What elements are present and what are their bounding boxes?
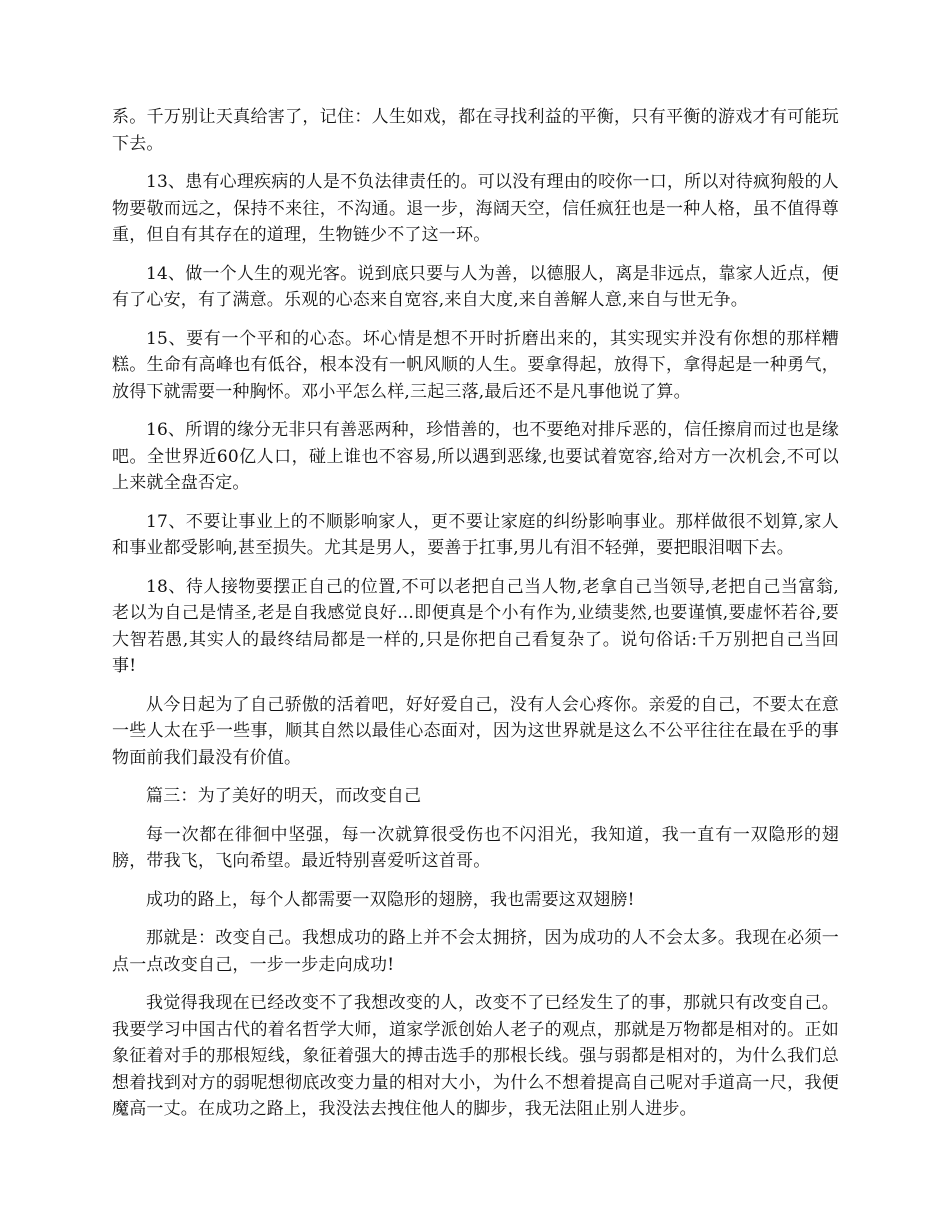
paragraph-conclusion: 从今日起为了自己骄傲的活着吧，好好爱自己，没有人会心疼你。亲爱的自己，不要太在意一些人太在乎一些事，顺其自然以最佳心态面对，因为这世界就是这么不公平往往在最在乎的事物面前我们最没有价值。 bbox=[112, 694, 839, 768]
paragraph-success-path: 成功的路上，每个人都需要一双隐形的翅膀，我也需要这双翅膀! bbox=[146, 889, 635, 910]
paragraph-item-18: 18、待人接物要摆正自己的位置,不可以老把自己当人物,老拿自己当领导,老把自己当富翁,老以为自己是情圣,老是自我感觉良好...即便真是个小有作为,业绩斐然,也要谨慎,要虚怀若谷,要大智若愚,其实人的最终结局都是一样的,只是你把自己看复杂了。说句俗话:千万别把自己当回事! bbox=[112, 576, 839, 676]
paragraph-item-15: 15、要有一个平和的心态。坏心情是想不开时折磨出来的，其实现实并没有你想的那样糟糕。生命有高峰也有低谷，根本没有一帆风顺的人生。要拿得起，放得下，拿得起是一种勇气，放得下就需要一种胸怀。邓小平怎么样,三起三落,最后还不是凡事他说了算。 bbox=[112, 328, 839, 402]
paragraph-continuation: 系。千万别让天真给害了，记住：人生如戏，都在寻找利益的平衡，只有平衡的游戏才有可能玩下去。 bbox=[112, 107, 839, 154]
paragraph-change-self: 那就是：改变自己。我想成功的路上并不会太拥挤，因为成功的人不会太多。我现在必须一点一点改变自己，一步一步走向成功! bbox=[112, 928, 839, 975]
document-body bbox=[112, 104, 839, 1135]
paragraph-item-14: 14、做一个人生的观光客。说到底只要与人为善，以德服人，离是非远点，靠家人近点，便有了心安，有了满意。乐观的心态来自宽容,来自大度,来自善解人意,来自与世无争。 bbox=[112, 263, 839, 310]
paragraph-item-17: 17、不要让事业上的不顺影响家人，更不要让家庭的纠纷影响事业。那样做很不划算,家人和事业都受影响,甚至损失。尤其是男人，要善于扛事,男儿有泪不轻弹，要把眼泪咽下去。 bbox=[112, 511, 839, 558]
paragraph-laozi: 我觉得我现在已经改变不了我想改变的人，改变不了已经发生了的事，那就只有改变自己。我要学习中国古代的着名哲学大师，道家学派创始人老子的观点，那就是万物都是相对的。正如象征着对手的那根短线，象征着强大的搏击选手的那根长线。强与弱都是相对的，为什么我们总想着找到对方的弱呢想彻底改变力量的相对大小，为什么不想着提高自己呢对手道高一尺，我便魔高一丈。在成功之路上，我没法去拽住他人的脚步，我无法阻止别人进步。 bbox=[112, 993, 839, 1119]
paragraph-item-13: 13、患有心理疾病的人是不负法律责任的。可以没有理由的咬你一口，所以对待疯狗般的人物要敬而远之，保持不来往，不沟通。退一步，海阔天空，信任疯狂也是一种人格，虽不值得尊重，但自有其存在的道理，生物链少不了这一环。 bbox=[112, 172, 839, 245]
paragraph-wings: 每一次都在徘徊中坚强，每一次就算很受伤也不闪泪光，我知道，我一直有一双隐形的翅膀，带我飞，飞向希望。最近特别喜爱听这首哥。 bbox=[112, 824, 839, 871]
paragraph-item-16: 16、所谓的缘分无非只有善恶两种，珍惜善的，也不要绝对排斥恶的，信任擦肩而过也是缘吧。全世界近60亿人口，碰上谁也不容易,所以遇到恶缘,也要试着宽容,给对方一次机会,不可以上来就全盘否定。 bbox=[112, 420, 839, 493]
section-heading: 篇三：为了美好的明天，而改变自己 bbox=[146, 786, 422, 806]
